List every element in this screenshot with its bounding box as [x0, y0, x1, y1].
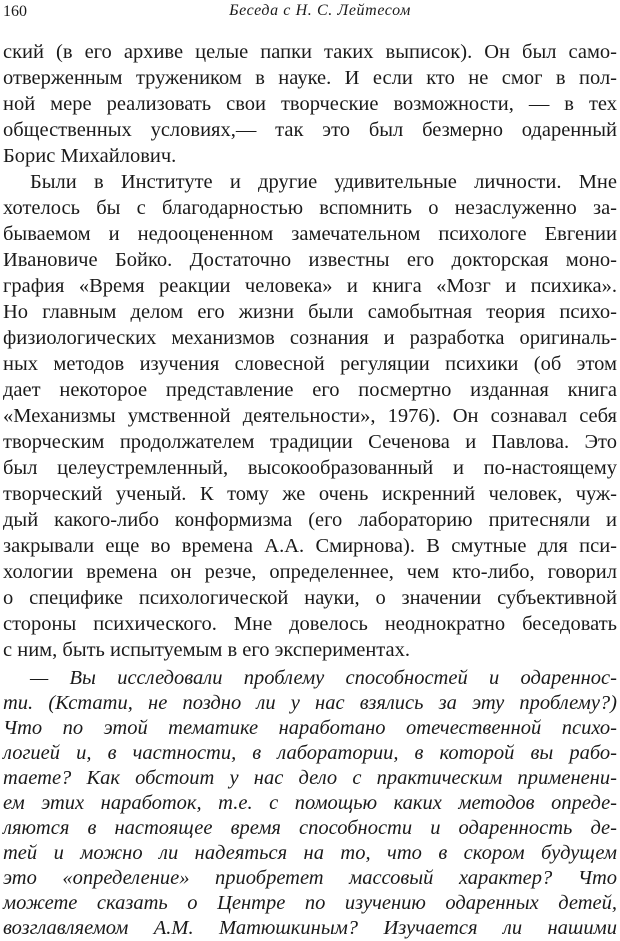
text-line: графия «Время реакции человека» и книга «Мозг и психика». [3, 275, 617, 297]
text-line: общественных условиях,— так это был безмерно одаренный [3, 119, 617, 141]
running-head: Беседа с Н. С. Лейтесом [229, 2, 411, 19]
question-line: тей и можно ли надеяться на то, что в скором будущем [3, 842, 617, 864]
text-line: Ивановиче Бойко. Достаточно известны его докторская моно- [3, 249, 617, 271]
text-line: с ним, быть испытуемым в его экспериментах. [3, 639, 410, 661]
question-line: ем этих наработок, т.е. с помощью каких методов опреде- [3, 792, 617, 814]
text-line: творческим продолжателем традиции Сеченова и Павлова. Это [3, 431, 617, 453]
question-line: возглавляемом А.М. Матюшкиным? Изучается ли нашими [3, 917, 617, 939]
text-line: творческий ученый. К тому же очень искренний человек, чуж- [3, 483, 617, 505]
text-line: закрывали еще во времена А.А. Смирнова). В смутные для пси- [3, 535, 617, 557]
question-line: ти. (Кстати, не поздно ли у нас взялись за эту проблему?) [3, 692, 617, 714]
text-line: ной мере реализовать свои творческие возможности, — в тех [3, 93, 617, 115]
question-line: — Вы исследовали проблему способностей и одареннос- [30, 667, 617, 689]
text-line: бываемом и недооцененном замечательном психологе Евгении [3, 223, 617, 245]
page-number: 160 [3, 3, 27, 20]
text-line: Были в Институте и другие удивительные личности. Мне [30, 171, 617, 193]
text-line: ский (в его архиве целые папки таких выписок). Он был само- [3, 41, 617, 63]
text-line: был целеустремленный, высокообразованный и по-настоящему [3, 457, 617, 479]
text-line: Борис Михайлович. [3, 145, 177, 167]
question-line: логией и, в частности, в лаборатории, в которой вы рабо- [3, 742, 617, 764]
text-line: физиологических механизмов сознания и разработка оригиналь- [3, 327, 617, 349]
text-line: стороны психического. Мне довелось неоднократно беседовать [3, 613, 617, 635]
text-line: о специфике психологической науки, о значении субъективной [3, 587, 617, 609]
text-line: ных методов изучения словесной регуляции психики (об этом [3, 353, 617, 375]
text-line: отверженным тружеником в науке. И если кто не смог в пол- [3, 67, 617, 89]
question-line: таете? Как обстоит у нас дело с практическим применени- [3, 767, 617, 789]
text-line: хотелось бы с благодарностью вспомнить о незаслуженно за- [3, 197, 617, 219]
text-line: Но главным делом его жизни были самобытная теория психо- [3, 301, 617, 323]
question-line: это «определение» приобретет массовый характер? Что [3, 867, 617, 889]
question-line: можете сказать о Центре по изучению одаренных детей, [3, 892, 617, 914]
question-line: Что по этой тематике наработано отечественной психо- [3, 717, 617, 739]
question-line: ляются в настоящее время способности и одаренность де- [3, 817, 617, 839]
text-line: «Механизмы умственной деятельности», 1976). Он сознавал себя [3, 405, 617, 427]
text-line: дый какого-либо конформизма (его лабораторию притесняли и [3, 509, 617, 531]
text-line: дает некоторое представление его посмертно изданная книга [3, 379, 617, 401]
text-line: хологии времена он резче, определеннее, чем кто-либо, говорил [3, 561, 617, 583]
